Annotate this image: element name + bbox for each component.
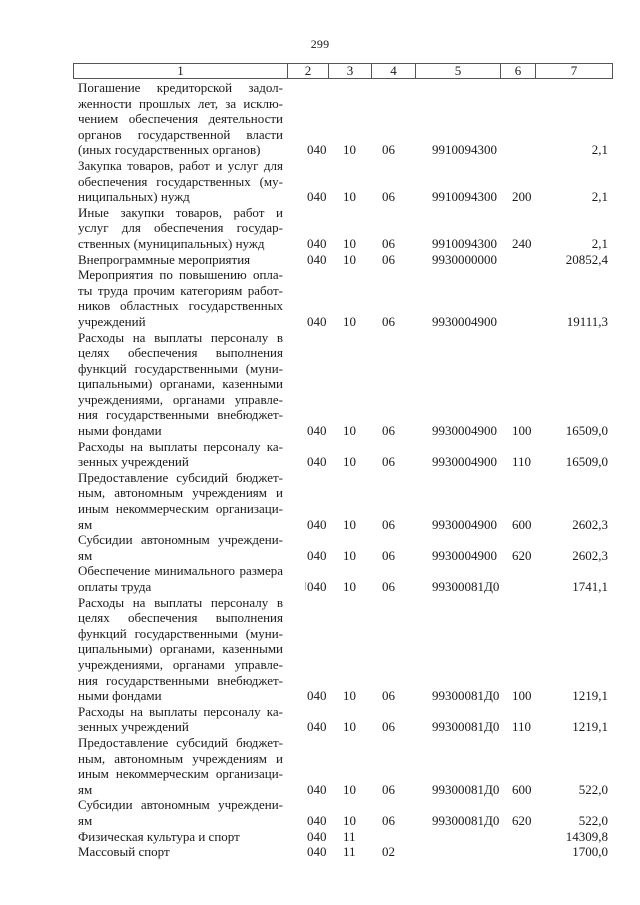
row-description	[73, 532, 283, 563]
target-article-code: 9930004900	[432, 423, 497, 439]
expense-type-code: 110	[512, 454, 532, 470]
expense-type-code: 110	[512, 719, 532, 735]
target-article-code: 9930004900	[432, 313, 497, 329]
header-col-2: 2	[288, 64, 329, 79]
target-article-code: 99300081Д0	[432, 719, 500, 735]
subsection-code: 02	[382, 844, 395, 860]
table-row	[73, 704, 613, 735]
description-line: Расходы на выплаты персоналу в	[78, 329, 283, 345]
description-line: функций государственными (муни-	[78, 625, 283, 641]
ministry-code: 040	[307, 251, 327, 267]
table-row	[73, 330, 613, 439]
section-code: 10	[343, 142, 356, 158]
table-row	[73, 439, 613, 470]
description-line: ными фондами	[78, 423, 162, 439]
subsection-code: 06	[382, 235, 395, 251]
description-line: целях обеспечения выполнения	[78, 345, 283, 361]
description-line: Массовый спорт	[78, 844, 170, 860]
description-line: ям	[78, 812, 93, 828]
description-line: Иные закупки товаров, работ и	[78, 204, 283, 220]
table-row	[73, 844, 613, 860]
amount: 2,1	[591, 142, 608, 158]
target-article-code: 9910094300	[432, 235, 497, 251]
section-code: 10	[343, 719, 356, 735]
expense-type-code: 620	[512, 812, 532, 828]
page-number: 299	[310, 37, 330, 51]
row-description	[73, 797, 283, 828]
expense-type-code: 100	[512, 688, 532, 704]
description-line: Предоставление субсидий бюджет-	[78, 469, 283, 485]
subsection-code: 06	[382, 454, 395, 470]
target-article-code: 9930004900	[432, 547, 497, 563]
amount: 16509,0	[565, 423, 608, 439]
subsection-code: 06	[382, 423, 395, 439]
table-row	[73, 252, 613, 268]
ministry-code: 040	[307, 313, 327, 329]
description-line: зенных учреждений	[78, 719, 189, 735]
table-row	[73, 829, 613, 845]
description-line: зенных учреждений	[78, 454, 189, 470]
amount: 1219,1	[572, 688, 608, 704]
row-description	[73, 80, 283, 158]
amount: 2602,3	[572, 547, 608, 563]
ministry-code: 040	[307, 189, 327, 205]
description-line: целях обеспечения выполнения	[78, 610, 283, 626]
row-description	[73, 252, 283, 268]
description-line: Расходы на выплаты персоналу ка-	[78, 438, 283, 454]
description-line: ям	[78, 547, 93, 563]
description-line: ям	[78, 781, 93, 797]
subsection-code: 06	[382, 781, 395, 797]
section-code: 10	[343, 516, 356, 532]
amount: 2,1	[591, 235, 608, 251]
target-article-code: 99300081Д0	[432, 579, 500, 594]
section-code: 10	[343, 688, 356, 704]
ministry-code: 040	[307, 688, 327, 704]
description-line: ным, автономным учреждениям и	[78, 485, 283, 501]
ministry-code: 040	[307, 142, 327, 158]
target-article-code: 9930004900	[432, 516, 497, 532]
row-description	[73, 158, 283, 205]
subsection-code: 06	[382, 547, 395, 563]
description-line: ям	[78, 516, 93, 532]
ministry-code: 040	[307, 423, 327, 439]
expense-type-code: 200	[512, 189, 532, 205]
subsection-code: 06	[382, 516, 395, 532]
target-article-code: 9910094300	[432, 189, 497, 205]
description-line: ников областных государственных	[78, 298, 283, 314]
section-code: 10	[343, 189, 356, 205]
row-description	[73, 735, 283, 797]
amount: 14309,8	[565, 828, 608, 844]
description-line: женности прошлых лет, за исклю-	[78, 95, 283, 111]
table-row	[73, 797, 613, 828]
header-col-3: 3	[329, 64, 372, 79]
header-col-6: 6	[501, 64, 536, 79]
description-line: Субсидии автономным учреждени-	[78, 797, 283, 813]
ministry-code: 040	[307, 235, 327, 251]
amount: 1741,1	[572, 579, 608, 594]
description-line: ципальными) органами, казенными	[78, 641, 283, 657]
amount: 522,0	[578, 812, 608, 828]
subsection-code: 06	[382, 579, 395, 594]
ministry-code: 040	[307, 719, 327, 735]
section-code: 10	[343, 423, 356, 439]
amount: 20852,4	[565, 251, 608, 267]
section-code: 10	[343, 579, 356, 594]
amount: 2,1	[591, 189, 608, 205]
ministry-code: 040	[307, 828, 327, 844]
description-line: ципальными) органами, казенными	[78, 376, 283, 392]
row-description	[73, 829, 283, 845]
table-row	[73, 563, 613, 594]
section-code: 11	[343, 828, 356, 844]
table-body	[73, 80, 613, 860]
amount: 1219,1	[572, 719, 608, 735]
description-line: ным, автономным учреждениям и	[78, 750, 283, 766]
description-line: оплаты труда	[78, 579, 152, 594]
description-line: учреждениями, органами управле-	[78, 656, 283, 672]
subsection-code: 06	[382, 313, 395, 329]
ministry-code: 040	[307, 781, 327, 797]
amount: 16509,0	[565, 454, 608, 470]
subsection-code: 06	[382, 251, 395, 267]
description-line: Закупка товаров, работ и услуг для	[78, 157, 283, 173]
row-description	[73, 205, 283, 252]
amount: 522,0	[578, 781, 608, 797]
table-row	[73, 80, 613, 158]
header-col-1: 1	[74, 64, 288, 79]
description-line: учреждений	[78, 313, 146, 329]
expense-type-code: 620	[512, 547, 532, 563]
description-line: ными фондами	[78, 688, 162, 704]
target-article-code: 9930004900	[432, 454, 497, 470]
row-description	[73, 267, 283, 329]
expense-type-code: 600	[512, 781, 532, 797]
description-line: иным некоммерческим организаци-	[78, 766, 283, 782]
description-line: Физическая культура и спорт	[78, 828, 240, 844]
description-line: ственных (муниципальных) нужд	[78, 235, 265, 251]
table-row	[73, 470, 613, 532]
description-line: Расходы на выплаты персоналу ка-	[78, 703, 283, 719]
description-line: Мероприятия по повышению опла-	[78, 267, 283, 283]
ministry-code: 040	[307, 844, 327, 860]
description-line: Погашение кредиторской задол-	[78, 80, 283, 95]
ministry-code: 040	[307, 579, 327, 594]
section-code: 10	[343, 812, 356, 828]
section-code: 10	[343, 235, 356, 251]
target-article-code: 99300081Д0	[432, 688, 500, 704]
row-description	[73, 470, 283, 532]
table-row	[73, 532, 613, 563]
description-line: функций государственными (муни-	[78, 360, 283, 376]
target-article-code: 99300081Д0	[432, 812, 500, 828]
description-line: учреждениями, органами управле-	[78, 391, 283, 407]
description-line: ния государственными внебюджет-	[78, 672, 283, 688]
section-code: 11	[343, 844, 356, 860]
description-line: иным некоммерческим организаци-	[78, 501, 283, 517]
amount: 19111,3	[566, 313, 608, 329]
description-line: обеспечения государственных (му-	[78, 173, 283, 189]
table-row	[73, 267, 613, 329]
amount: 1700,0	[572, 844, 608, 860]
ministry-code: 040	[307, 516, 327, 532]
description-line: Обеспечение минимального размера	[78, 563, 283, 579]
row-description	[73, 844, 283, 860]
subsection-code: 06	[382, 688, 395, 704]
expense-type-code: 100	[512, 423, 532, 439]
row-description	[73, 439, 283, 470]
ministry-code: 040	[307, 812, 327, 828]
row-description	[73, 563, 283, 594]
subsection-code: 06	[382, 142, 395, 158]
table-row	[73, 158, 613, 205]
section-code: 10	[343, 251, 356, 267]
header-col-5: 5	[416, 64, 501, 79]
expense-type-code: 600	[512, 516, 532, 532]
section-code: 10	[343, 547, 356, 563]
target-article-code: 9930000000	[432, 251, 497, 267]
table-row	[73, 205, 613, 252]
description-line: (иных государственных органов)	[78, 142, 261, 158]
section-code: 10	[343, 454, 356, 470]
description-line: Внепрограммные мероприятия	[78, 251, 251, 267]
target-article-code: 99300081Д0	[432, 781, 500, 797]
header-col-7: 7	[536, 64, 613, 79]
section-code: 10	[343, 313, 356, 329]
description-line: чением обеспечения деятельности	[78, 111, 283, 127]
scan-artifact	[305, 582, 306, 590]
description-line: органов государственной власти	[78, 126, 283, 142]
description-line: Субсидии автономным учреждени-	[78, 532, 283, 548]
target-article-code: 9910094300	[432, 142, 497, 158]
ministry-code: 040	[307, 454, 327, 470]
description-line: ния государственными внебюджет-	[78, 407, 283, 423]
description-line: услуг для обеспечения государ-	[78, 220, 283, 236]
row-description	[73, 704, 283, 735]
description-line: Расходы на выплаты персоналу в	[78, 594, 283, 610]
subsection-code: 06	[382, 719, 395, 735]
table-header	[73, 63, 613, 79]
amount: 2602,3	[572, 516, 608, 532]
description-line: ниципальных) нужд	[78, 189, 190, 205]
subsection-code: 06	[382, 812, 395, 828]
row-description	[73, 330, 283, 439]
expense-type-code: 240	[512, 235, 532, 251]
description-line: Предоставление субсидий бюджет-	[78, 734, 283, 750]
subsection-code: 06	[382, 189, 395, 205]
description-line: ты труда прочим категориям работ-	[78, 282, 283, 298]
header-col-4: 4	[372, 64, 416, 79]
table-row	[73, 595, 613, 704]
section-code: 10	[343, 781, 356, 797]
table-row	[73, 735, 613, 797]
ministry-code: 040	[307, 547, 327, 563]
row-description	[73, 595, 283, 704]
